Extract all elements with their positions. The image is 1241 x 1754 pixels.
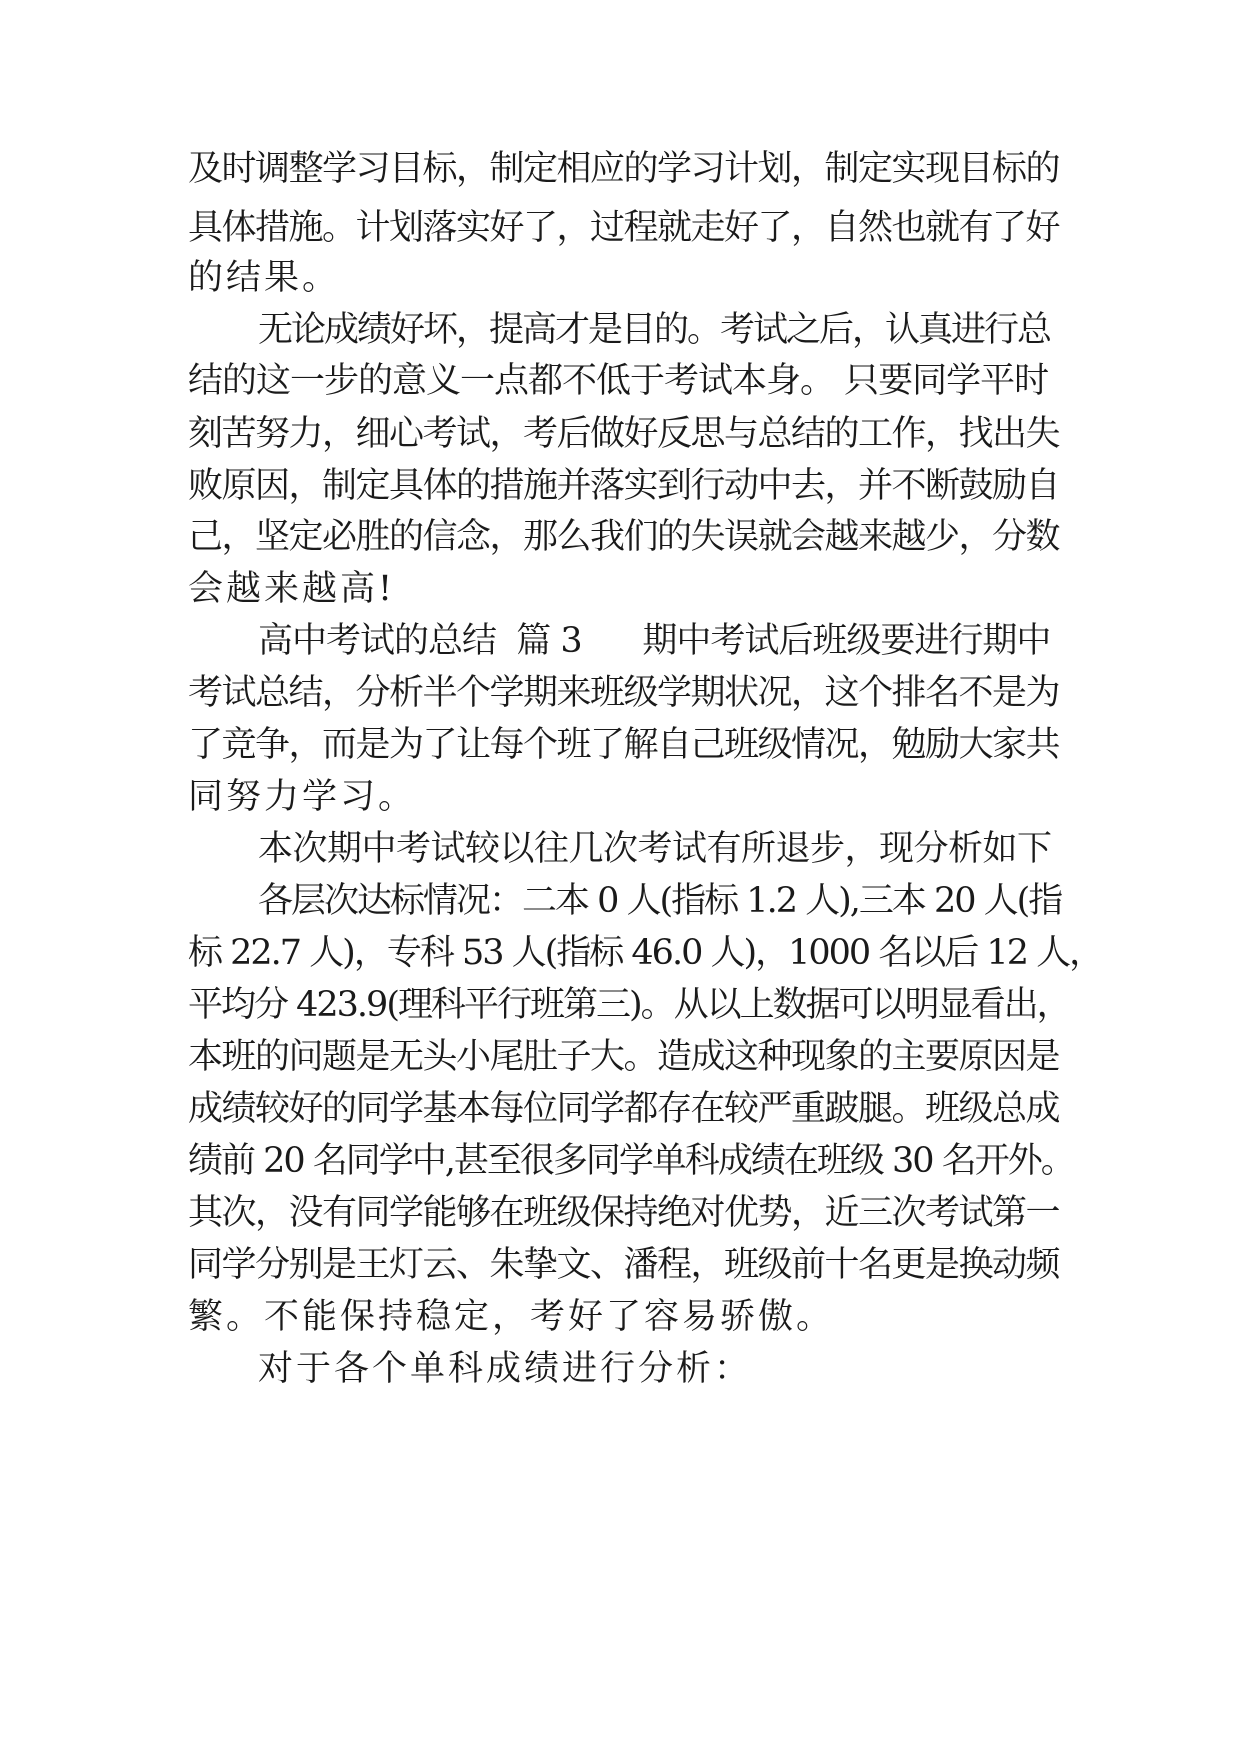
text-line: 标 22.7 人)，专科 53 人(指标 46.0 人)，1000 名以后 12 人， [188,933,1103,973]
text-line: 己，坚定必胜的信念，那么我们的失误就会越来越少，分数 [188,517,1060,557]
text-line: 成绩较好的同学基本每位同学都存在较严重跛腿。班级总成 [188,1089,1060,1129]
paragraph-start-line: 各层次达标情况：二本 0 人(指标 1.2 人),三本 20 人(指 [258,881,1062,921]
text-line: 考试总结，分析半个学期来班级学期状况，这个排名不是为 [188,673,1060,713]
text-line: 败原因，制定具体的措施并落实到行动中去，并不断鼓励自 [188,466,1060,506]
paragraph-start-line: 高中考试的总结 篇 3 期中考试后班级要进行期中 [258,621,1051,661]
text-line: 平均分 423.9(理科平行班第三)。从以上数据可以明显看出， [188,985,1070,1025]
text-line: 会越来越高! [188,569,396,609]
text-line: 结的这一步的意义一点都不低于考试本身。 只要同学平时 [188,361,1049,401]
text-line: 刻苦努力，细心考试，考后做好反思与总结的工作，找出失 [188,414,1060,454]
text-line: 其次，没有同学能够在班级保持绝对优势，近三次考试第一 [188,1193,1060,1233]
text-line: 及时调整学习目标，制定相应的学习计划，制定实现目标的 [188,149,1060,189]
text-line: 的结果。 [188,258,341,298]
paragraph-start-line: 无论成绩好坏，提高才是目的。考试之后，认真进行总 [258,310,1051,350]
paragraph-start-line: 对于各个单科成绩进行分析： [258,1349,753,1389]
text-line: 本班的问题是无头小尾肚子大。造成这种现象的主要原因是 [188,1037,1060,1077]
text-line: 绩前 20 名同学中,甚至很多同学单科成绩在班级 30 名开外。 [188,1141,1074,1181]
text-line: 同学分别是王灯云、朱挚文、潘程，班级前十名更是换动频 [188,1245,1060,1285]
text-line: 繁。不能保持稳定，考好了容易骄傲。 [188,1297,835,1337]
text-line: 了竞争，而是为了让每个班了解自己班级情况，勉励大家共 [188,725,1060,765]
text-line: 同努力学习。 [188,777,417,817]
text-line: 具体措施。计划落实好了，过程就走好了，自然也就有了好 [188,208,1060,248]
paragraph-start-line: 本次期中考试较以往几次考试有所退步，现分析如下 [258,829,1052,869]
